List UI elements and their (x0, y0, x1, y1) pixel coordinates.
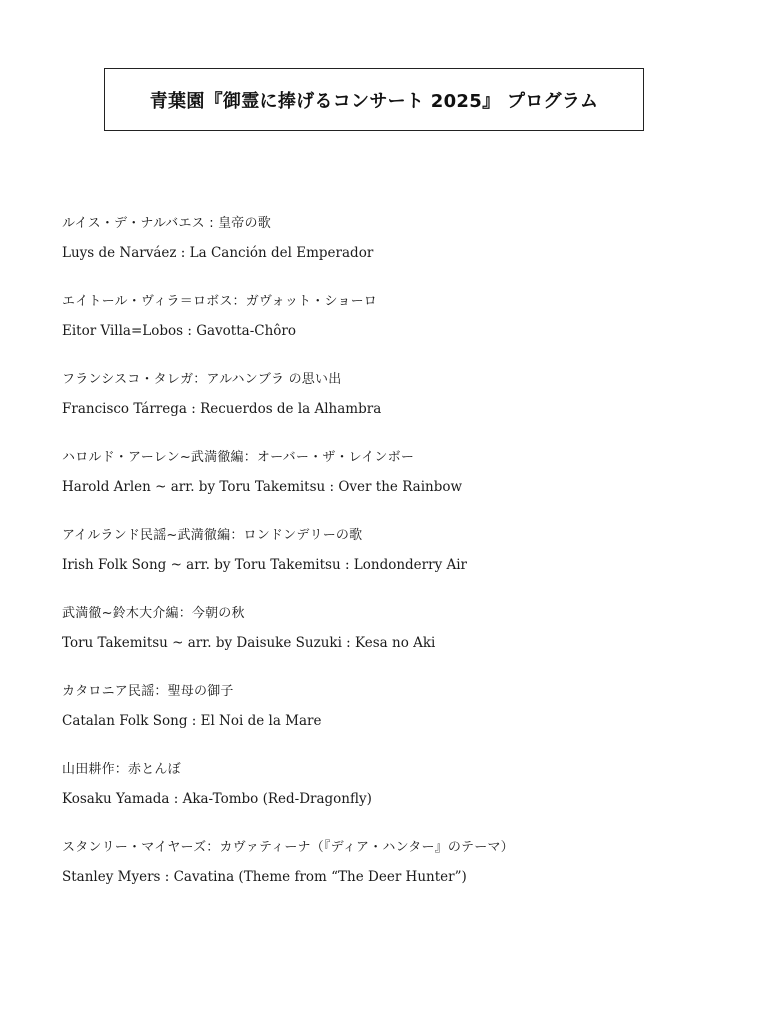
program-item-english: Irish Folk Song ~ arr. by Toru Takemitsu : Londonderry Air (62, 557, 468, 573)
program-item-japanese: エイトール・ヴィラ＝ロボス：ガヴォット・ショーロ (62, 294, 377, 309)
program-item (62, 292, 752, 370)
program-item-english: Luys de Narváez : La Canción del Emperador (62, 245, 374, 261)
program-item-japanese: 武満徹~鈴木大介編：今朝の秋 (62, 606, 245, 621)
program-item (62, 760, 752, 838)
program-item-japanese: スタンリー・マイヤーズ：カヴァティーナ（『ディア・ハンター』のテーマ） (62, 840, 514, 855)
program-item-japanese: 山田耕作：赤とんぼ (62, 762, 181, 777)
program-list (62, 214, 752, 916)
program-item-japanese: フランシスコ・タレガ：アルハンブラ の思い出 (62, 372, 342, 387)
program-item-english: Harold Arlen ~ arr. by Toru Takemitsu : Over the Rainbow (62, 479, 463, 495)
program-item-japanese: ルイス・デ・ナルバエス : 皇帝の歌 (62, 216, 271, 231)
program-item (62, 604, 752, 682)
program-item-english: Kosaku Yamada : Aka-Tombo (Red-Dragonfly) (62, 791, 372, 807)
program-item-japanese: ハロルド・アーレン~武満徹編：オーバー・ザ・レインボー (62, 450, 415, 465)
program-item-english: Toru Takemitsu ~ arr. by Daisuke Suzuki : Kesa no Aki (62, 635, 436, 651)
program-item-english: Stanley Myers : Cavatina (Theme from “The Deer Hunter”) (62, 869, 467, 885)
program-item-english: Catalan Folk Song : El Noi de la Mare (62, 713, 322, 729)
program-item (62, 214, 752, 292)
program-item (62, 448, 752, 526)
program-item-japanese: アイルランド民謡~武満徹編：ロンドンデリーの歌 (62, 528, 363, 543)
page-title: 青葉園『御霊に捧げるコンサート 2025』 プログラム (149, 90, 599, 112)
program-item (62, 682, 752, 760)
program-item (62, 838, 752, 916)
program-item-english: Eitor Villa=Lobos : Gavotta-Chôro (62, 323, 296, 339)
program-item (62, 526, 752, 604)
program-item (62, 370, 752, 448)
program-item-japanese: カタロニア民謡：聖母の御子 (62, 684, 234, 699)
program-item-english: Francisco Tárrega : Recuerdos de la Alhambra (62, 401, 382, 417)
title-box (104, 68, 644, 131)
